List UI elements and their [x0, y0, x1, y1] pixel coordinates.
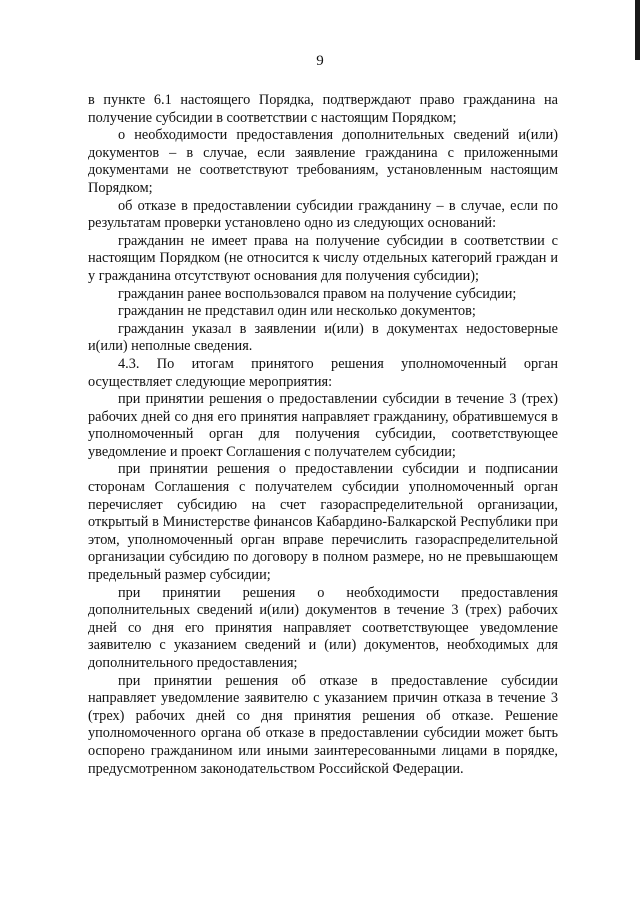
- paragraph-9: при принятии решения о предоставлении субсидии в течение 3 (трех) рабочих дней со дня его принятия направляет гражданину, обратившемуся в уполномоченный орган для получения субсидии, соответствующее уведомление и проект Соглашения с получателем субсидии;: [88, 391, 558, 460]
- paragraph-10: при принятии решения о предоставлении субсидии и подписании сторонам Соглашения с получателем субсидии уполномоченный орган перечисляет субсидию на счет газораспределительной организации, открытый в Министерстве финансов Кабардино-Балкарской Республики при этом, уполномоченный орган вправе перечислить газораспределительной организации субсидию по договору в полном размере, но не превышающем предельный размер субсидии;: [88, 461, 558, 584]
- page-number: 9: [316, 53, 324, 69]
- paragraph-4: гражданин не имеет права на получение субсидии в соответствии с настоящим Порядком (не относится к числу отдельных категорий граждан и у гражданина отсутствуют основания для получения субсидии);: [88, 232, 558, 284]
- paragraph-12: при принятии решения об отказе в предоставление субсидии направляет уведомление заявителю с указанием причин отказа в течение 3 (трех) рабочих дней со дня принятия решения об отказе. Решение уполномоченного органа об отказе в предоставлении субсидии может быть оспорено гражданином или иными заинтересованными лицами в порядке, предусмотренном законодательством Российской Федерации.: [88, 672, 558, 777]
- paragraph-7: гражданин указал в заявлении и(или) в документах недостоверные и(или) неполные сведения.: [88, 320, 558, 355]
- paragraph-1: в пункте 6.1 настоящего Порядка, подтверждают право гражданина на получение субсидии в соответствии с настоящим Порядком;: [88, 92, 558, 126]
- document-body: [88, 92, 558, 778]
- paragraph-2: о необходимости предоставления дополнительных сведений и(или) документов – в случае, если заявление гражданина с приложенными документами не соответствуют требованиям, установленным настоящим Порядком;: [88, 127, 558, 196]
- paragraph-5: гражданин ранее воспользовался правом на получение субсидии;: [118, 285, 517, 302]
- paragraph-8: 4.3. По итогам принятого решения уполномоченный орган осуществляет следующие мероприятия:: [88, 355, 558, 390]
- paragraph-6: гражданин не представил один или несколько документов;: [118, 303, 476, 320]
- paragraph-3: об отказе в предоставлении субсидии гражданину – в случае, если по результатам проверки установлено одно из следующих оснований:: [88, 197, 558, 232]
- scan-edge-mark: [635, 0, 640, 60]
- paragraph-11: при принятии решения о необходимости предоставления дополнительных сведений и(или) документов в течение 3 (трех) рабочих дней со дня его принятия направляет соответствующее уведомление заявителю с указанием сведений и (или) документов, необходимых для дополнительного предоставления;: [88, 584, 558, 671]
